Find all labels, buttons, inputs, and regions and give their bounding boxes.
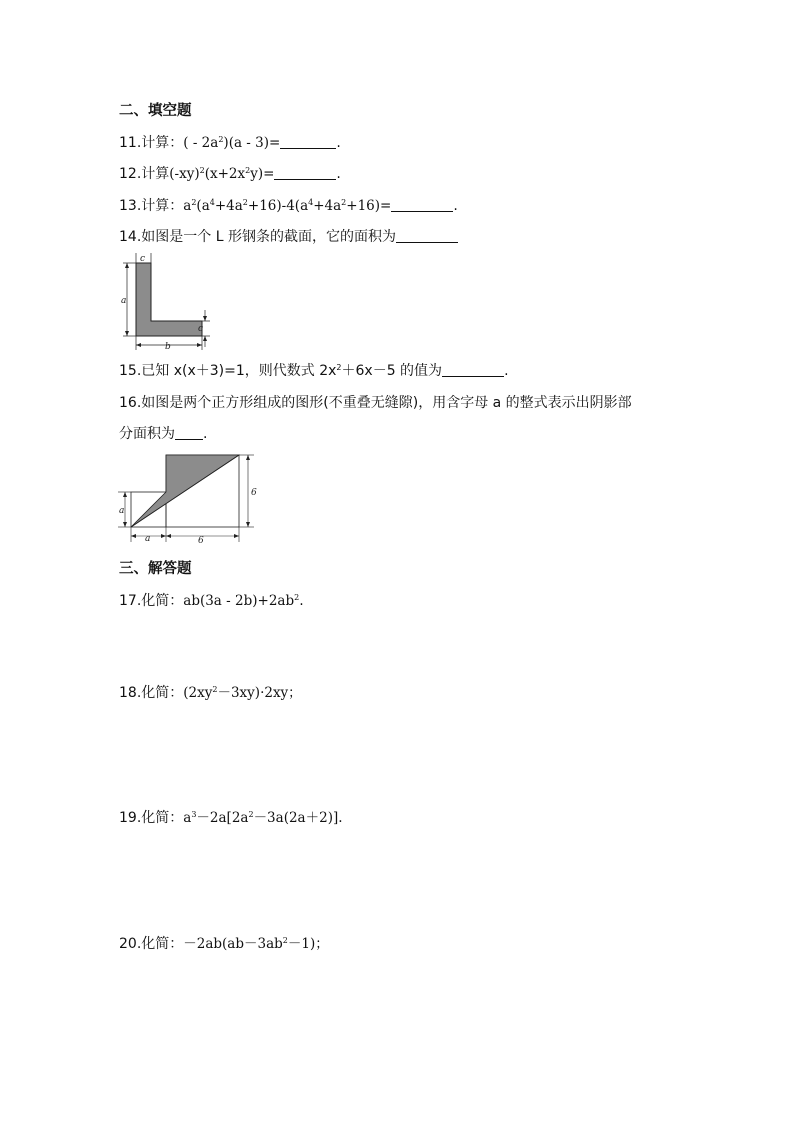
question-number: 11.	[119, 135, 142, 151]
question-number: 19.	[119, 810, 142, 826]
arrow-head	[203, 316, 207, 321]
arrow-head	[246, 522, 250, 527]
question-text: 已知 x(x＋3)=1，则代数式 $2x^2+6x-5$ 的值为	[141, 363, 443, 379]
expression: $ab(3a - 2b)+2ab^2$	[183, 593, 300, 609]
question-label: 计算	[141, 166, 170, 182]
question-number: 13.	[119, 198, 142, 214]
two-squares-figure	[116, 450, 258, 546]
question-number: 14.	[119, 229, 142, 245]
answer-blank	[274, 165, 336, 180]
answer-blank	[175, 425, 203, 440]
dimension-label-6: 6	[251, 488, 257, 498]
question-11: 11.计算：( - $2a^2)(a - 3)=$ .	[119, 135, 341, 151]
arrow-head	[125, 263, 129, 268]
question-label: 化简：	[141, 936, 184, 952]
dimension-label-c: c	[198, 324, 204, 334]
answer-blank	[442, 362, 504, 377]
dimension-label-a: a	[119, 506, 125, 516]
question-text: 分面积为	[119, 426, 175, 442]
arrow-head	[125, 331, 129, 336]
answer-blank	[396, 228, 458, 243]
dimension-label-b: b	[165, 342, 171, 352]
question-label: 计算：	[141, 135, 184, 151]
question-18	[119, 684, 302, 702]
l-shape-figure	[118, 250, 218, 352]
question-14	[119, 228, 458, 246]
question-15: 15.已知 x(x＋3)=1，则代数式 $2x^2+6x-5$ 的值为 .	[119, 363, 509, 379]
question-16	[119, 394, 632, 412]
section-heading-fill-blank: 二、填空题	[119, 103, 192, 119]
question-label: 计算：	[141, 198, 184, 214]
arrow-head	[123, 492, 127, 497]
arrow-head	[161, 534, 166, 538]
expression: $(2xy^2-3xy)\cdot 2xy$；	[183, 685, 302, 701]
question-13: 13.计算：$a^2(a^4+4a^2+16)-4(a^4+4a^2+16)=$ .	[119, 198, 458, 214]
expression: $a^3-2a[2a^2-3a(2a+2)]$.	[183, 810, 343, 826]
answer-blank	[391, 197, 453, 212]
expression: $-2ab(ab-3ab^2-1)$；	[183, 936, 329, 952]
question-number: 20.	[119, 936, 142, 952]
arrow-head	[136, 343, 141, 347]
section-heading-answer: 三、解答题	[119, 561, 192, 577]
question-number: 17.	[119, 593, 142, 609]
question-12: 12.计算$(-xy)^2(x+2x^2y)=$ .	[119, 166, 341, 182]
dimension-label-a: a	[145, 534, 151, 544]
question-16-continued: 分面积为 .	[119, 426, 208, 442]
arrow-head	[197, 343, 202, 347]
dimension-label-6: 6	[198, 536, 204, 546]
question-17: 17.化简：$ab(3a - 2b)+2ab^2$.	[119, 593, 304, 609]
arrow-head	[234, 534, 239, 538]
l-shape	[136, 263, 202, 336]
arrow-head	[123, 522, 127, 527]
dimension-label-c: c	[140, 254, 146, 264]
question-20	[119, 935, 329, 953]
expression: $(-xy)^2(x+2x^2y)=$	[169, 166, 275, 182]
answer-blank	[280, 134, 336, 149]
arrow-head	[131, 534, 136, 538]
question-text: 如图是两个正方形组成的图形(不重叠无缝隙)，用含字母 a 的整式表示出阴影部	[141, 395, 632, 411]
expression: $a^2(a^4+4a^2+16)-4(a^4+4a^2+16)=$	[183, 198, 392, 214]
question-19	[119, 809, 343, 827]
arrow-head	[166, 534, 171, 538]
arrow-head	[246, 455, 250, 460]
question-number: 15.	[119, 363, 142, 379]
question-number: 16.	[119, 395, 142, 411]
expression: ( - $2a^2)(a - 3)=$	[183, 135, 281, 151]
question-label: 化简：	[141, 685, 184, 701]
question-number: 18.	[119, 685, 142, 701]
dimension-label-a: a	[121, 296, 127, 306]
question-label: 化简：	[141, 593, 184, 609]
question-number: 12.	[119, 166, 142, 182]
arrow-head	[203, 336, 207, 341]
question-label: 化简：	[141, 810, 184, 826]
question-text: 如图是一个 L 形钢条的截面，它的面积为	[141, 229, 396, 245]
